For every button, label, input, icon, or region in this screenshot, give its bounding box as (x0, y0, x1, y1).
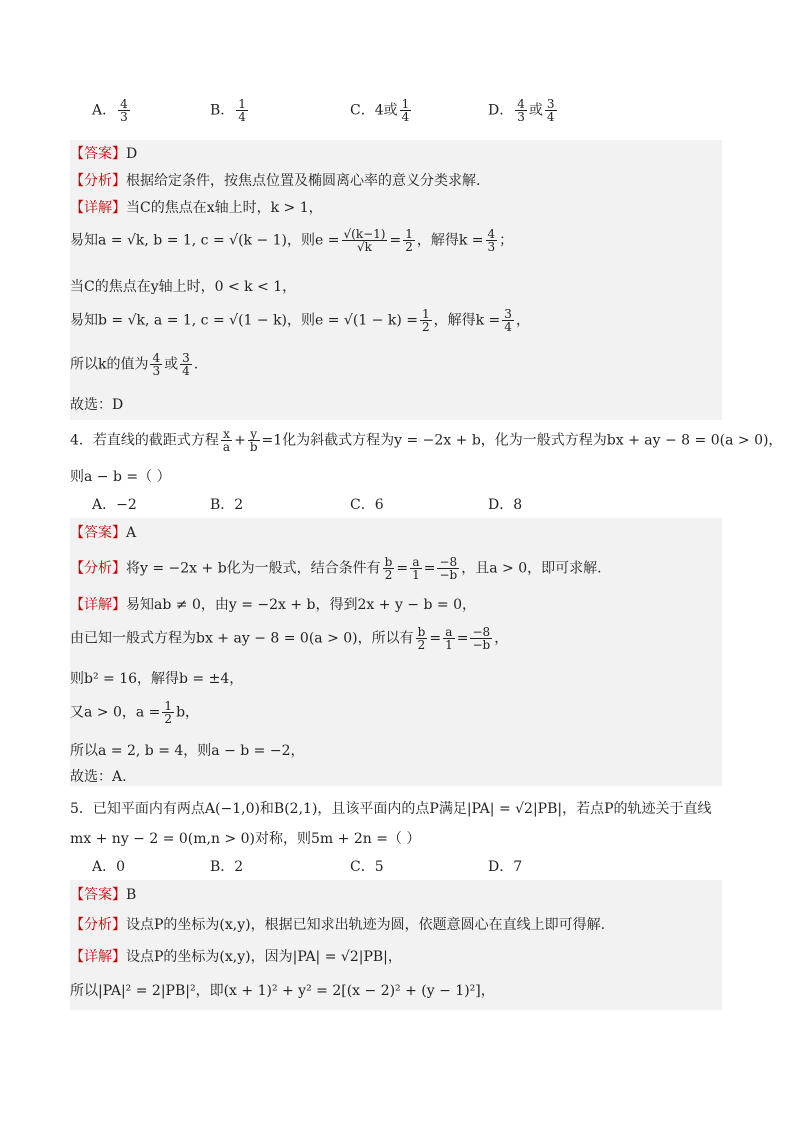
q3-detail-1: 【详解】当C的焦点在x轴上时，k > 1， (70, 200, 323, 216)
q3-detail-3: 当C的焦点在y轴上时，0 < k < 1， (70, 279, 297, 295)
q5-stem-1: 5．已知平面内有两点A(−1,0)和B(2,1)，且该平面内的点P满足|PA| = √2|PB|，若点P的轨迹关于直线 (70, 801, 712, 817)
q3-choose: 故选：D (70, 397, 124, 413)
q4-option-d: D．8 (488, 497, 523, 513)
q4-detail-2: 由已知一般式方程为bx + ay − 8 = 0(a > 0)，所以有 $\frac{b}{2}$ = $\frac{a}{1}$ = $\frac{-8}{-b}$ ， (70, 625, 509, 652)
q3-analysis: 【分析】根据给定条件，按焦点位置及椭圆离心率的意义分类求解. (70, 173, 481, 189)
q5-option-c: C．5 (350, 859, 384, 875)
q5-analysis: 【分析】设点P的坐标为(x,y)，根据已知求出轨迹为圆，依题意圆心在直线上即可得解. (70, 917, 606, 933)
q4-option-a: A．−2 (92, 497, 137, 513)
q3-answer: 【答案】D (70, 146, 138, 162)
q3-option-a: A． $\frac{4}{3}$ (92, 97, 128, 124)
q4-choose: 故选：A. (70, 769, 127, 785)
q5-answer: 【答案】B (70, 887, 137, 903)
q4-stem-2: 则a − b =（ ） (70, 469, 171, 485)
q4-detail-4: 又a > 0，a = $\frac{1}{2}$ b， (70, 699, 200, 726)
q5-detail-2: 所以|PA|² = 2|PB|²，即(x + 1)² + y² = 2[(x − 2)² + (y − 1)²]， (70, 983, 495, 999)
q5-option-a: A．0 (92, 859, 126, 875)
q3-detail-2: 易知a = √k, b = 1, c = √(k − 1)，则e = $\frac{√(k-1)}{√k}$ = $\frac{1}{2}$ ，解得k = $\frac{4}{3}$ ； (70, 227, 514, 254)
q5-option-d: D．7 (488, 859, 523, 875)
q4-analysis: 【分析】将y = −2x + b化为一般式，结合条件有 $\frac{b}{2}$ = $\frac{a}{1}$ = $\frac{-8}{-b}$ ，且a > 0，即可求解. (70, 555, 602, 582)
q5-stem-2: mx + ny − 2 = 0(m,n > 0)对称，则5m + 2n =（ ） (70, 831, 421, 847)
q4-stem-1: 4．若直线的截距式方程 $\frac{x}{a}$ + $\frac{y}{b}$ =1化为斜截式方程为y = −2x + b，化为一般式方程为bx + ay − 8 = 0(a > 0)， (70, 427, 783, 454)
q5-detail-1: 【详解】设点P的坐标为(x,y)，因为|PA| = √2|PB|， (70, 949, 402, 965)
q3-detail-4: 易知b = √k, a = 1, c = √(1 − k)，则e = √(1 − k) = $\frac{1}{2}$ ，解得k = $\frac{3}{4}$ ， (70, 307, 530, 334)
q4-option-b: B．2 (210, 497, 244, 513)
q4-detail-5: 所以a = 2, b = 4，则a − b = −2， (70, 743, 305, 759)
q4-answer: 【答案】A (70, 525, 137, 541)
q5-option-b: B．2 (210, 859, 244, 875)
q4-option-c: C．6 (350, 497, 384, 513)
q4-detail-1: 【详解】易知ab ≠ 0，由y = −2x + b，得到2x + y − b = 0， (70, 597, 476, 613)
q3-detail-5: 所以k的值为 $\frac{4}{3}$ 或 $\frac{3}{4}$ . (70, 351, 199, 378)
q3-option-d: D． $\frac{4}{3}$ 或 $\frac{3}{4}$ (488, 97, 555, 124)
q3-option-c: C．4或 $\frac{1}{4}$ (350, 97, 410, 124)
q4-detail-3: 则b² = 16，解得b = ±4， (70, 671, 244, 687)
q3-option-b: B． $\frac{1}{4}$ (210, 97, 246, 124)
